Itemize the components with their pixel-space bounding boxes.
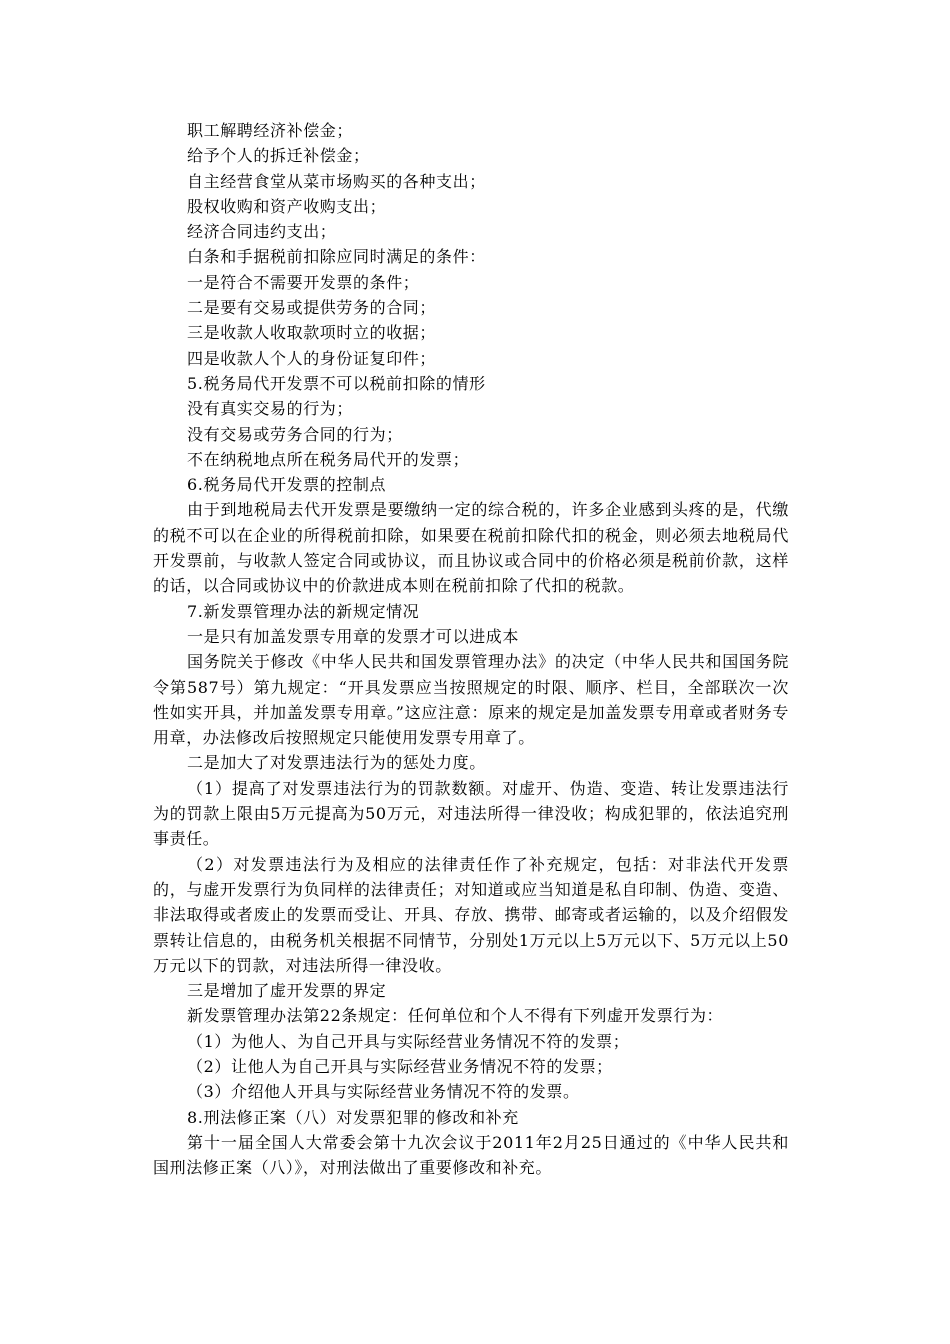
list-line: 股权收购和资产收购支出；: [187, 196, 387, 216]
section-heading-5: 5.税务局代开发票不可以税前扣除的情形: [187, 373, 486, 393]
list-line: 经济合同违约支出；: [187, 222, 337, 242]
document-page: [153, 118, 789, 1180]
section-heading-8: 8.刑法修正案（八）对发票犯罪的修改和补充: [187, 1107, 519, 1127]
paragraph-penalty-2: （2）对发票违法行为及相应的法律责任作了补充规定，包括：对非法代开发票的，与虚开发票行为负同样的法律责任；对知道或应当知道是私自印制、伪造、变造、非法取得或者废止的发票而受让、开具、存放、携带、邮寄或者运输的，以及介绍假发票转让信息的，由税务机关根据不同情节，分别处1万元以上5万元以下、5万元以上50万元以下的罚款，对违法所得一律没收。: [153, 854, 789, 975]
subheading-1: 一是只有加盖发票专用章的发票才可以进成本: [187, 626, 520, 646]
paragraph-control-points: 由于到地税局去代开发票是要缴纳一定的综合税的，许多企业感到头疼的是，代缴的税不可以在企业的所得税前扣除，如果要在税前扣除代扣的税金，则必须去地税局代开发票前，与收款人签定合同或协议，而且协议或合同中的价格必须是税前价款，这样的话，以合同或协议中的价款进成本则在税前扣除了代扣的税款。: [153, 500, 789, 596]
list-line: 没有交易或劳务合同的行为；: [187, 424, 403, 444]
list-line: 自主经营食堂从菜市场购买的各种支出；: [187, 171, 486, 191]
list-item: （2）让他人为自己开具与实际经营业务情况不符的发票；: [187, 1056, 613, 1076]
list-line: 四是收款人个人的身份证复印件；: [187, 348, 437, 368]
article-22-line: 新发票管理办法第22条规定：任何单位和个人不得有下列虚开发票行为：: [187, 1006, 724, 1026]
list-line: 白条和手据税前扣除应同时满足的条件：: [187, 247, 486, 267]
subheading-3: 三是增加了虚开发票的界定: [187, 981, 387, 1001]
list-item: （1）为他人、为自己开具与实际经营业务情况不符的发票；: [187, 1031, 630, 1051]
list-line: 一是符合不需要开发票的条件；: [187, 272, 420, 292]
paragraph-decision: 国务院关于修改《中华人民共和国发票管理办法》的决定（中华人民共和国国务院令第587号）第九规定：“开具发票应当按照规定的时限、顺序、栏目，全部联次一次性如实开具，并加盖发票专用章。”这应注意：原来的规定是加盖发票专用章或者财务专用章，办法修改后按照规定只能使用发票专用章了。: [153, 652, 789, 748]
list-item: （3）介绍他人开具与实际经营业务情况不符的发票。: [187, 1082, 580, 1102]
list-line: 职工解聘经济补偿金；: [187, 121, 354, 140]
section-heading-7: 7.新发票管理办法的新规定情况: [187, 601, 420, 621]
list-line: 三是收款人收取款项时立的收据；: [187, 323, 437, 343]
paragraph-final: 第十一届全国人大常委会第十九次会议于2011年2月25日通过的《中华人民共和国刑法修正案（八）》，对刑法做出了重要修改和补充。: [153, 1132, 789, 1178]
section-heading-6: 6.税务局代开发票的控制点: [187, 475, 387, 495]
paragraph-penalty-1: （1）提高了对发票违法行为的罚款数额。对虚开、伪造、变造、转让发票违法行为的罚款上限由5万元提高为50万元，对违法所得一律没收；构成犯罪的，依法追究刑事责任。: [153, 778, 789, 849]
list-line: 二是要有交易或提供劳务的合同；: [187, 298, 437, 318]
list-line: 不在纳税地点所在税务局代开的发票；: [187, 449, 470, 469]
subheading-2: 二是加大了对发票违法行为的惩处力度。: [187, 753, 486, 773]
list-line: 没有真实交易的行为；: [187, 399, 354, 419]
list-line: 给予个人的拆迁补偿金；: [187, 146, 370, 166]
